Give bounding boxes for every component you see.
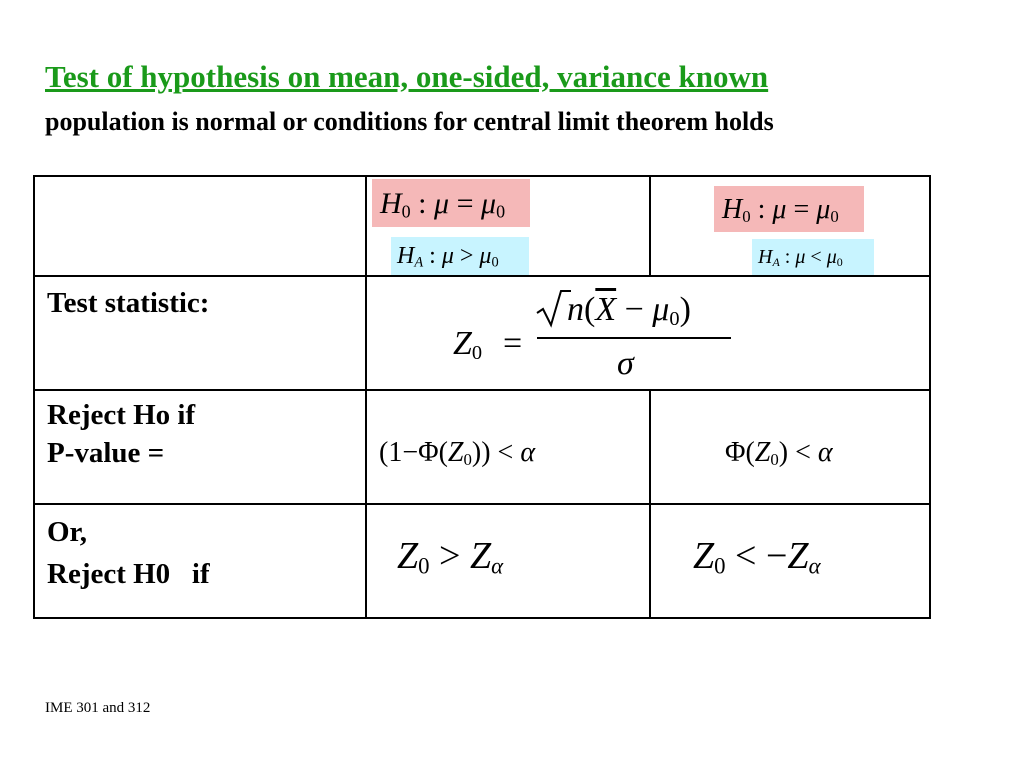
row-divider bbox=[35, 275, 931, 277]
hypothesis-table bbox=[33, 175, 931, 619]
row-divider bbox=[35, 389, 931, 391]
sqrt-icon bbox=[535, 289, 571, 329]
column-divider bbox=[649, 177, 651, 275]
lower-tail-critical-rule: $Z_0 < -Z_\alpha$ bbox=[693, 535, 821, 579]
sigma-denominator: σ bbox=[617, 345, 634, 382]
upper-tail-critical-rule: $Z_0 > Z_\alpha$ bbox=[397, 535, 504, 579]
left-alternative-hypothesis: $H_A$ : $\mu > \mu_0$ bbox=[391, 237, 529, 275]
p-value-upper-tail-rule: $(1-\Phi(Z_0)) < \alpha$ bbox=[379, 437, 536, 470]
test-statistic-formula bbox=[445, 285, 745, 385]
test-statistic-label: Test statistic: bbox=[47, 287, 210, 319]
right-null-hypothesis: $H_0$ : $\mu = \mu_0$ bbox=[714, 186, 864, 232]
row-divider bbox=[35, 503, 931, 505]
fraction-bar bbox=[537, 337, 731, 339]
p-value-label-line-2: P-value = bbox=[47, 436, 165, 469]
right-alternative-hypothesis: $H_A$ : $\mu < \mu_0$ bbox=[752, 239, 874, 275]
column-divider bbox=[649, 389, 651, 617]
slide-subtitle: population is normal or conditions for central limit theorem holds bbox=[45, 107, 774, 136]
z0-symbol: $Z_0$ bbox=[453, 325, 483, 365]
p-value-label-line-1: Reject Ho if bbox=[47, 399, 196, 431]
p-value-lower-tail-rule: $\Phi(Z_0) < \alpha$ bbox=[725, 437, 833, 470]
column-divider bbox=[365, 177, 367, 617]
slide-footer: IME 301 and 312 bbox=[45, 700, 151, 716]
equals-sign: = bbox=[503, 325, 523, 362]
numerator: $n(\overline{X} - \mu_0)$ bbox=[567, 291, 691, 331]
critical-value-label bbox=[47, 511, 210, 595]
critical-value-label-line-2: Reject H0 if bbox=[47, 558, 210, 591]
p-value-label bbox=[47, 397, 195, 472]
left-null-hypothesis: $H_0$ : $\mu = \mu_0$ bbox=[372, 179, 530, 227]
slide-title: Test of hypothesis on mean, one-sided, variance known bbox=[45, 59, 769, 94]
critical-value-label-line-1: Or, bbox=[47, 516, 88, 548]
